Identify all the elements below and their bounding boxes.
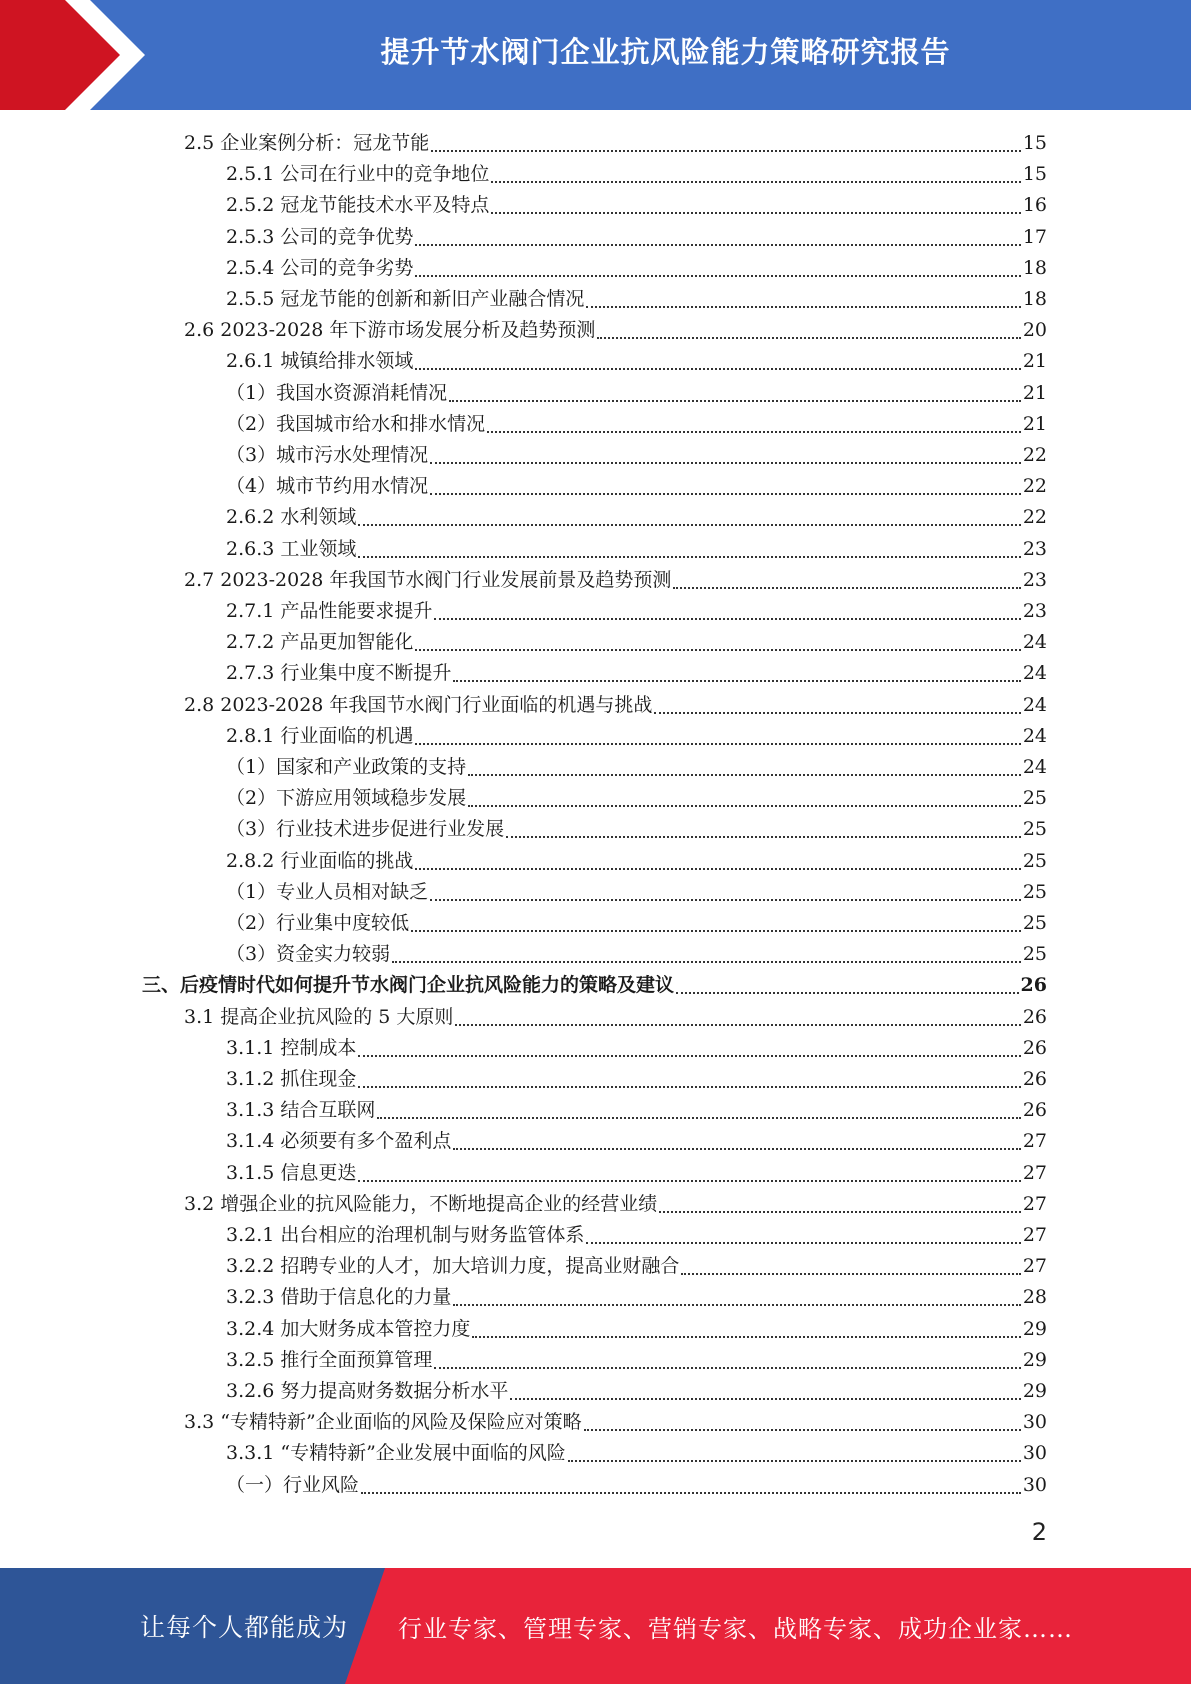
- toc-entry-label: 2.8 2023-2028 年我国节水阀门行业面临的机遇与挑战: [184, 693, 653, 716]
- toc-entry[interactable]: [226, 1033, 1047, 1064]
- toc-entry-label: 3.2.1 出台相应的治理机制与财务监管体系: [226, 1224, 585, 1246]
- toc-entry-label: 2.5.3 公司的竞争优势: [226, 225, 414, 248]
- toc-entry-page: 26: [1022, 1068, 1047, 1090]
- toc-dot-leader: [415, 649, 1020, 651]
- toc-entry-label: （2）行业集中度较低: [226, 912, 410, 934]
- toc-entry-label: （1）我国水资源消耗情况: [226, 381, 448, 404]
- chevron-decoration-icon: [0, 0, 160, 110]
- toc-entry-page: 27: [1022, 1130, 1047, 1153]
- toc-entry-page: 27: [1022, 1192, 1047, 1215]
- toc-entry-label: 2.5.1 公司在行业中的竞争地位: [226, 163, 490, 186]
- toc-dot-leader: [434, 1367, 1020, 1369]
- toc-entry-page: 26: [1022, 1036, 1047, 1059]
- toc-dot-leader: [659, 1211, 1021, 1213]
- toc-entry-label: 3.1.4 必须要有多个盈利点: [226, 1130, 452, 1153]
- toc-entry-page: 24: [1022, 756, 1047, 778]
- toc-entry[interactable]: [226, 1470, 1047, 1501]
- toc-entry-page: 25: [1022, 943, 1047, 966]
- toc-entry-page: 21: [1022, 350, 1047, 373]
- toc-entry-page: 18: [1022, 256, 1047, 279]
- toc-dot-leader: [411, 930, 1021, 932]
- toc-entry-label: 3.3 “专精特新”企业面临的风险及保险应对策略: [184, 1411, 582, 1434]
- toc-dot-leader: [681, 1273, 1020, 1275]
- toc-dot-leader: [586, 1242, 1020, 1244]
- toc-entry-label: 3.1.5 信息更迭: [226, 1161, 357, 1184]
- toc-dot-leader: [673, 587, 1020, 589]
- toc-entry-label: 2.7.2 产品更加智能化: [226, 631, 414, 654]
- toc-entry-label: （1）国家和产业政策的支持: [226, 756, 467, 778]
- toc-entry-label: 2.6.3 工业领域: [226, 537, 357, 560]
- toc-dot-leader: [415, 244, 1020, 246]
- toc-entry-page: 29: [1022, 1348, 1047, 1371]
- toc-entry-label: （一）行业风险: [226, 1473, 360, 1496]
- toc-entry-label: （1）专业人员相对缺乏: [226, 880, 429, 903]
- toc-entry-page: 29: [1022, 1317, 1047, 1340]
- toc-dot-leader: [415, 868, 1020, 870]
- toc-entry[interactable]: [226, 908, 1047, 939]
- toc-entry-label: 2.8.1 行业面临的机遇: [226, 724, 414, 747]
- toc-dot-leader: [415, 275, 1020, 277]
- toc-entry[interactable]: [226, 814, 1047, 845]
- toc-entry-page: 25: [1022, 818, 1047, 841]
- toc-entry[interactable]: [226, 502, 1047, 533]
- toc-dot-leader: [361, 1492, 1021, 1494]
- toc-entry[interactable]: [226, 253, 1047, 284]
- toc-entry[interactable]: [226, 1064, 1047, 1095]
- toc-dot-leader: [468, 805, 1021, 807]
- toc-entry-page: 24: [1022, 724, 1047, 747]
- toc-entry-label: 3.1.2 抓住现金: [226, 1068, 357, 1090]
- toc-entry-page: 26: [1022, 1099, 1047, 1122]
- toc-entry-page: 15: [1022, 132, 1047, 154]
- toc-entry-label: 3.1 提高企业抗风险的 5 大原则: [184, 1005, 454, 1028]
- toc-dot-leader: [468, 774, 1021, 776]
- toc-entry-page: 15: [1022, 163, 1047, 186]
- toc-entry[interactable]: [226, 1314, 1047, 1345]
- toc-entry-page: 30: [1022, 1411, 1047, 1434]
- toc-entry-page: 27: [1022, 1255, 1047, 1278]
- toc-dot-leader: [491, 212, 1020, 214]
- toc-dot-leader: [358, 1180, 1020, 1182]
- toc-entry-label: 2.7.1 产品性能要求提升: [226, 600, 433, 622]
- toc-dot-leader: [358, 1055, 1020, 1057]
- toc-entry[interactable]: [142, 970, 1047, 1001]
- toc-dot-leader: [491, 181, 1020, 183]
- toc-entry-label: 2.5.4 公司的竞争劣势: [226, 256, 414, 279]
- footer-slogan-right: 行业专家、管理专家、营销专家、战略专家、成功企业家……: [398, 1614, 1073, 1643]
- toc-entry[interactable]: [226, 159, 1047, 190]
- toc-entry-page: 24: [1022, 693, 1047, 716]
- toc-entry-label: （3）行业技术进步促进行业发展: [226, 818, 505, 841]
- toc-entry-page: 30: [1022, 1442, 1047, 1465]
- toc-entry-page: 24: [1022, 662, 1047, 685]
- toc-entry-label: 3.1.3 结合互联网: [226, 1099, 376, 1122]
- toc-entry-page: 20: [1022, 319, 1047, 342]
- report-title: 提升节水阀门企业抗风险能力策略研究报告: [380, 34, 951, 69]
- toc-dot-leader: [449, 400, 1021, 402]
- toc-entry-label: （2）下游应用领域稳步发展: [226, 787, 467, 810]
- toc-dot-leader: [453, 1148, 1020, 1150]
- toc-entry-label: 3.2.5 推行全面预算管理: [226, 1348, 433, 1371]
- toc-dot-leader: [676, 992, 1019, 994]
- toc-entry-label: 3.2.3 借助于信息化的力量: [226, 1286, 452, 1309]
- toc-entry[interactable]: [226, 1251, 1047, 1282]
- toc-entry-page: 26: [1020, 974, 1047, 997]
- toc-entry[interactable]: [226, 752, 1047, 783]
- toc-dot-leader: [431, 150, 1021, 152]
- toc-entry[interactable]: [184, 128, 1047, 159]
- toc-dot-leader: [358, 556, 1020, 558]
- toc-entry[interactable]: [226, 1158, 1047, 1189]
- toc-dot-leader: [506, 836, 1021, 838]
- toc-entry-page: 30: [1022, 1473, 1047, 1496]
- toc-entry-label: 2.5 企业案例分析：冠龙节能: [184, 132, 430, 154]
- toc-entry-page: 25: [1022, 880, 1047, 903]
- page-header: [0, 0, 1191, 110]
- toc-entry-label: 3.2 增强企业的抗风险能力，不断地提高企业的经营业绩: [184, 1192, 658, 1215]
- toc-entry[interactable]: [226, 1438, 1047, 1469]
- toc-dot-leader: [453, 680, 1020, 682]
- toc-entry-page: 25: [1022, 849, 1047, 872]
- toc-entry[interactable]: [184, 315, 1047, 346]
- toc-entry[interactable]: [184, 690, 1047, 721]
- toc-entry[interactable]: [226, 658, 1047, 689]
- toc-entry-label: （3）资金实力较弱: [226, 943, 391, 966]
- toc-entry[interactable]: [226, 222, 1047, 253]
- toc-entry-page: 25: [1022, 912, 1047, 934]
- toc-entry[interactable]: [184, 1407, 1047, 1438]
- toc-entry[interactable]: [226, 284, 1047, 315]
- toc-entry[interactable]: [226, 1095, 1047, 1126]
- toc-entry[interactable]: [226, 440, 1047, 471]
- toc-entry-label: 2.7.3 行业集中度不断提升: [226, 662, 452, 685]
- toc-entry-label: 2.8.2 行业面临的挑战: [226, 849, 414, 872]
- toc-entry[interactable]: [184, 1002, 1047, 1033]
- toc-entry-label: 2.6.2 水利领域: [226, 506, 357, 529]
- toc-dot-leader: [377, 1117, 1020, 1119]
- toc-entry-page: 23: [1022, 600, 1047, 622]
- toc-entry-label: （2）我国城市给水和排水情况: [226, 412, 486, 435]
- toc-entry[interactable]: [226, 1282, 1047, 1313]
- toc-entry-label: 三、后疫情时代如何提升节水阀门企业抗风险能力的策略及建议: [142, 974, 675, 997]
- toc-entry-page: 27: [1022, 1224, 1047, 1246]
- toc-entry-label: 3.3.1 “专精特新”企业发展中面临的风险: [226, 1442, 566, 1465]
- toc-entry-label: 2.5.2 冠龙节能技术水平及特点: [226, 194, 490, 217]
- toc-entry-page: 17: [1022, 225, 1047, 248]
- toc-entry-page: 18: [1022, 288, 1047, 310]
- toc-entry-page: 21: [1022, 412, 1047, 435]
- page-footer: [0, 1568, 1191, 1684]
- toc-dot-leader: [358, 524, 1020, 526]
- toc-entry[interactable]: [184, 565, 1047, 596]
- footer-slogan-left: 让每个人都能成为: [140, 1613, 349, 1642]
- toc-entry-page: 22: [1022, 475, 1047, 498]
- toc-entry-page: 23: [1022, 537, 1047, 560]
- toc-entry-label: 2.7 2023-2028 年我国节水阀门行业发展前景及趋势预测: [184, 568, 672, 591]
- toc-dot-leader: [430, 493, 1021, 495]
- toc-entry-page: 23: [1022, 568, 1047, 591]
- toc-entry[interactable]: [226, 534, 1047, 565]
- toc-dot-leader: [453, 1304, 1020, 1306]
- toc-dot-leader: [487, 431, 1021, 433]
- toc-entry-label: 3.1.1 控制成本: [226, 1036, 357, 1059]
- toc-entry[interactable]: [184, 1189, 1047, 1220]
- toc-entry[interactable]: [226, 1126, 1047, 1157]
- toc-entry[interactable]: [226, 378, 1047, 409]
- toc-entry-page: 16: [1022, 194, 1047, 217]
- toc-entry-page: 21: [1022, 381, 1047, 404]
- toc-entry-label: 3.2.6 努力提高财务数据分析水平: [226, 1380, 509, 1402]
- toc-entry[interactable]: [226, 721, 1047, 752]
- toc-dot-leader: [358, 1086, 1020, 1088]
- toc-entry[interactable]: [226, 346, 1047, 377]
- toc-entry-page: 26: [1022, 1005, 1047, 1028]
- toc-entry-page: 27: [1022, 1161, 1047, 1184]
- toc-entry-page: 29: [1022, 1380, 1047, 1402]
- toc-entry-page: 24: [1022, 631, 1047, 654]
- toc-entry[interactable]: [226, 846, 1047, 877]
- toc-entry[interactable]: [226, 409, 1047, 440]
- toc-dot-leader: [434, 618, 1020, 620]
- toc-entry-label: （3）城市污水处理情况: [226, 444, 429, 466]
- toc-entry-page: 28: [1022, 1286, 1047, 1309]
- toc-entry[interactable]: [226, 877, 1047, 908]
- toc-entry-page: 25: [1022, 787, 1047, 810]
- toc-entry[interactable]: [226, 596, 1047, 627]
- toc-entry-label: 2.5.5 冠龙节能的创新和新旧产业融合情况: [226, 288, 585, 310]
- toc-entry[interactable]: [226, 939, 1047, 970]
- toc-dot-leader: [455, 1024, 1020, 1026]
- toc-dot-leader: [472, 1336, 1020, 1338]
- toc-entry[interactable]: [226, 471, 1047, 502]
- toc-entry[interactable]: [226, 627, 1047, 658]
- toc-entry[interactable]: [226, 1345, 1047, 1376]
- toc-dot-leader: [586, 306, 1020, 308]
- toc-entry-page: 22: [1022, 506, 1047, 529]
- toc-dot-leader: [430, 899, 1021, 901]
- toc-dot-leader: [654, 712, 1020, 714]
- toc-dot-leader: [568, 1460, 1021, 1462]
- toc-entry[interactable]: [226, 783, 1047, 814]
- toc-entry-page: 22: [1022, 444, 1047, 466]
- toc-dot-leader: [415, 368, 1020, 370]
- toc-entry-label: 3.2.2 招聘专业的人才，加大培训力度，提高业财融合: [226, 1255, 680, 1278]
- toc-entry[interactable]: [226, 1376, 1047, 1407]
- toc-dot-leader: [415, 743, 1020, 745]
- toc-entry[interactable]: [226, 190, 1047, 221]
- toc-dot-leader: [510, 1398, 1020, 1400]
- toc-dot-leader: [392, 961, 1021, 963]
- toc-entry-label: 2.6 2023-2028 年下游市场发展分析及趋势预测: [184, 319, 596, 342]
- toc-dot-leader: [597, 337, 1020, 339]
- toc-entry-label: 2.6.1 城镇给排水领域: [226, 350, 414, 373]
- toc-entry-label: 3.2.4 加大财务成本管控力度: [226, 1317, 471, 1340]
- toc-entry-label: （4）城市节约用水情况: [226, 475, 429, 498]
- toc-dot-leader: [584, 1429, 1021, 1431]
- toc-dot-leader: [430, 462, 1021, 464]
- page-number: 2: [1031, 1518, 1047, 1546]
- toc-entry[interactable]: [226, 1220, 1047, 1251]
